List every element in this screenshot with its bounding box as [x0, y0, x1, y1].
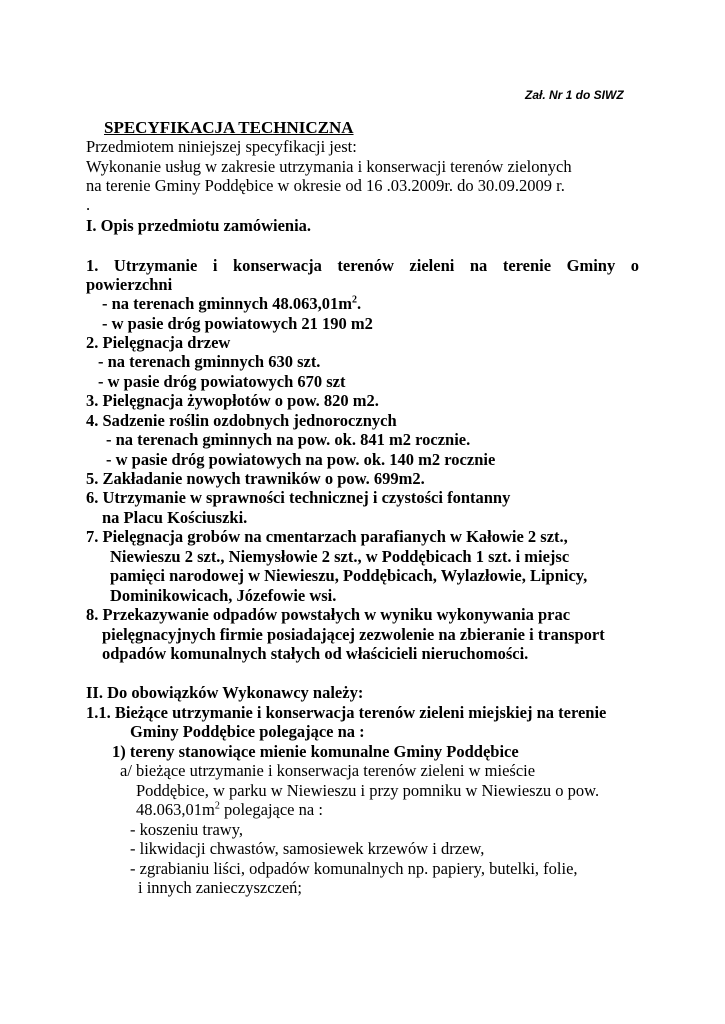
section-1-heading: I. Opis przedmiotu zamówienia.: [86, 216, 312, 235]
item-2-sub-1: - na terenach gminnych 630 szt.: [98, 352, 321, 371]
item-2-sub-2: - w pasie dróg powiatowych 670 szt: [98, 372, 346, 391]
point-1-1-line-1: 1.1. Bieżące utrzymanie i konserwacja terenów zieleni miejskiej na terenie: [86, 703, 607, 722]
item-7-line-4: Dominikowicach, Józefowie wsi.: [110, 586, 337, 605]
item-1-sub-2: - w pasie dróg powiatowych 21 190 m2: [102, 314, 373, 333]
item-6-line-1: 6. Utrzymanie w sprawności technicznej i czystości fontanny: [86, 488, 511, 507]
subpoint-1: 1) tereny stanowiące mienie komunalne Gminy Poddębice: [112, 742, 519, 761]
task-raking-line-1: - zgrabianiu liści, odpadów komunalnych np. papiery, butelki, folie,: [130, 859, 578, 878]
section-2-heading: II. Do obowiązków Wykonawcy należy:: [86, 683, 364, 702]
task-raking-line-2: i innych zanieczyszczeń;: [138, 878, 302, 897]
item-6-line-2: na Placu Kościuszki.: [102, 508, 248, 527]
item-7-line-1: 7. Pielęgnacja grobów na cmentarzach parafianych w Kałowie 2 szt.,: [86, 527, 568, 546]
item-1-line-2: powierzchni: [86, 275, 173, 294]
intro-line-1: Przedmiotem niniejszej specyfikacji jest:: [86, 137, 357, 156]
superscript: 2: [351, 294, 357, 306]
attachment-reference: Zał. Nr 1 do SIWZ: [525, 88, 624, 102]
item-4-sub-2: - w pasie dróg powiatowych na pow. ok. 140 m2 rocznie: [106, 450, 496, 469]
item-5: 5. Zakładanie nowych trawników o pow. 699m2.: [86, 469, 425, 488]
item-1-sub-1: - na terenach gminnych $48.063,01m^2$.: [102, 294, 362, 313]
item-3: 3. Pielęgnacja żywopłotów o pow. 820 m2.: [86, 391, 379, 410]
point-a-line-1: a/ bieżące utrzymanie i konserwacja terenów zieleni w mieście: [120, 761, 536, 780]
task-weeds: - likwidacji chwastów, samosiewek krzewów i drzew,: [130, 839, 485, 858]
item-1-line-1: 1. Utrzymanie i konserwacja terenów zieleni na terenie Gminy o: [86, 256, 639, 275]
item-8-line-3: odpadów komunalnych stałych od właścicieli nieruchomości.: [102, 644, 529, 663]
point-a-line-3: $48.063,01m^2$ polegające na :: [136, 800, 323, 819]
intro-dot: .: [86, 195, 91, 214]
point-a-line-2: Poddębice, w parku w Niewieszu i przy pomniku w Niewieszu o pow.: [136, 781, 600, 800]
document-title: SPECYFIKACJA TECHNICZNA: [104, 118, 354, 137]
item-2: 2. Pielęgnacja drzew: [86, 333, 231, 352]
task-mowing: - koszeniu trawy,: [130, 820, 244, 839]
item-8-line-2: pielęgnacyjnych firmie posiadającej zezwolenie na zbieranie i transport: [102, 625, 605, 644]
item-4: 4. Sadzenie roślin ozdobnych jednorocznych: [86, 411, 397, 430]
point-1-1-line-2: Gminy Poddębice polegające na :: [130, 722, 365, 741]
item-7-line-2: Niewieszu 2 szt., Niemysłowie 2 szt., w Poddębicach 1 szt. i miejsc: [110, 547, 570, 566]
item-7-line-3: pamięci narodowej w Niewieszu, Poddębicach, Wylazłowie, Lipnicy,: [110, 566, 588, 585]
intro-line-2: Wykonanie usług w zakresie utrzymania i konserwacji terenów zielonych: [86, 157, 572, 176]
superscript: 2: [214, 800, 220, 812]
item-4-sub-1: - na terenach gminnych na pow. ok. 841 m2 rocznie.: [106, 430, 471, 449]
item-8-line-1: 8. Przekazywanie odpadów powstałych w wyniku wykonywania prac: [86, 605, 571, 624]
intro-line-3: na terenie Gminy Poddębice w okresie od 16 .03.2009r. do 30.09.2009 r.: [86, 176, 565, 195]
